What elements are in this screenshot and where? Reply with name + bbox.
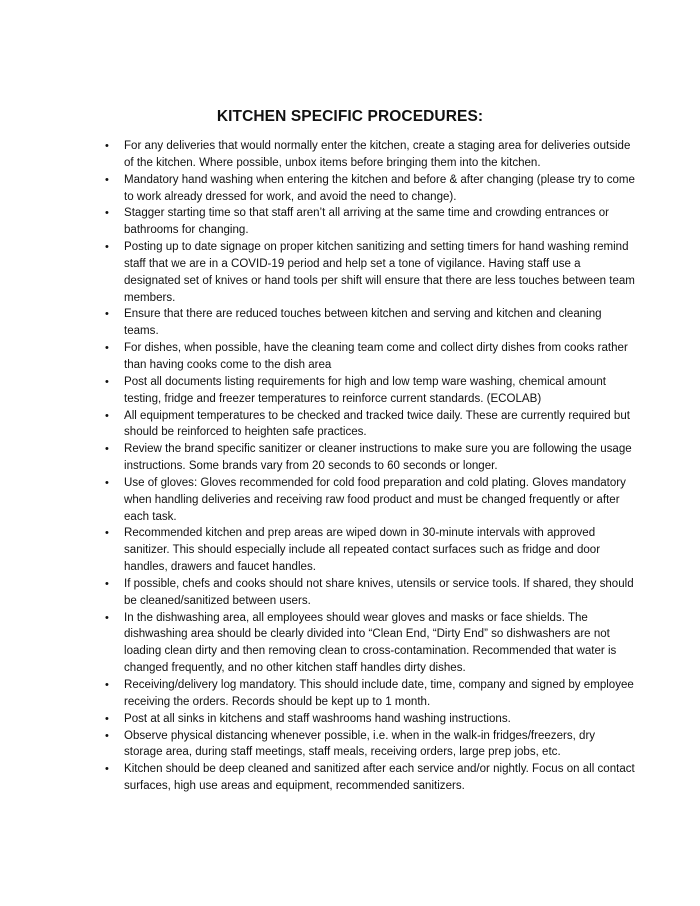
bullet-icon: •	[105, 207, 109, 220]
procedure-item-text: Stagger starting time so that staff aren’t all arriving at the same time and crowding entrances or bathrooms for changing.	[124, 207, 609, 237]
bullet-icon: •	[105, 679, 109, 691]
procedure-item	[96, 610, 636, 677]
procedure-item-text: Posting up to date signage on proper kitchen sanitizing and setting timers for hand washing remind staff that we are in a COVID-19 period and help set a tone of vigilance. Having staff use a designated set of knives or hand tools per shift will ensure that there are less touches between team members.	[124, 241, 635, 304]
procedure-item-text: In the dishwashing area, all employees should wear gloves and masks or face shields. The dishwashing area should be clearly divided into “Clean End, “Dirty End” so dishwashers are not loading clean dirty and then removing clean to cross-contamination. Recommended that water is changed frequently, and no other kitchen staff handles dirty dishes.	[124, 611, 617, 675]
procedure-item	[96, 761, 636, 795]
procedure-item-text: Ensure that there are reduced touches between kitchen and serving and kitchen and cleaning teams.	[124, 308, 602, 338]
procedure-item-text: Use of gloves: Gloves recommended for cold food preparation and cold plating. Gloves mandatory when handling deliveries and receiving raw food product and must be changed frequently or after each task.	[124, 476, 626, 523]
procedure-item-text: If possible, chefs and cooks should not share knives, utensils or service tools. If shared, they should be cleaned/sanitized between users.	[124, 577, 634, 607]
bullet-icon: •	[105, 375, 109, 388]
bullet-icon: •	[105, 409, 109, 422]
bullet-icon: •	[105, 763, 109, 776]
procedure-item	[96, 205, 636, 239]
procedure-item	[96, 475, 636, 526]
procedure-item	[96, 374, 636, 408]
bullet-icon: •	[105, 729, 109, 742]
document-title: KITCHEN SPECIFIC PROCEDURES:	[216, 108, 484, 125]
procedure-item-text: For dishes, when possible, have the cleaning team come and collect dirty dishes from cooks rather than having cooks come to the dish area	[124, 342, 628, 371]
procedure-item	[96, 172, 636, 206]
procedure-item-text: Recommended kitchen and prep areas are wiped down in 30-minute intervals with approved sanitizer. This should especially include all repeated contact surfaces such as fridge and door handles, drawers and faucet handles.	[124, 527, 601, 574]
bullet-icon: •	[105, 140, 109, 152]
procedure-item	[96, 306, 636, 340]
bullet-icon: •	[105, 712, 109, 725]
procedure-item-text: Review the brand specific sanitizer or cleaner instructions to make sure you are following the usage instructions. Some brands vary from 20 seconds to 60 seconds or longer.	[124, 443, 632, 473]
procedure-item-text: Post at all sinks in kitchens and staff washrooms hand washing instructions.	[124, 712, 511, 725]
procedure-item	[96, 728, 636, 762]
procedure-item-text: Observe physical distancing whenever possible, i.e. when in the walk-in fridges/freezers, dry storage area, during staff meetings, staff meals, receiving orders, large prep jobs, etc.	[124, 729, 596, 759]
procedure-item-text: All equipment temperatures to be checked and tracked twice daily. These are currently required but should be reinforced to heighten safe practices.	[124, 409, 630, 439]
bullet-icon: •	[105, 241, 109, 254]
procedure-list	[96, 138, 636, 795]
bullet-icon: •	[105, 476, 109, 489]
procedure-item-text: Kitchen should be deep cleaned and sanitized after each service and/or nightly. Focus on all contact surfaces, high use areas and equipment, recommended sanitizers.	[124, 763, 635, 793]
procedure-item	[96, 408, 636, 442]
procedure-item-text: Mandatory hand washing when entering the kitchen and before & after changing (please try to come to work already dressed for work, and avoid the need to change).	[124, 173, 635, 203]
procedure-item-text: Post all documents listing requirements for high and low temp ware washing, chemical amount testing, fridge and freezer temperatures to reinforce current standards. (ECOLAB)	[124, 375, 606, 405]
procedure-item	[96, 525, 636, 576]
bullet-icon: •	[105, 443, 109, 456]
bullet-icon: •	[105, 173, 109, 186]
procedure-item-text: Receiving/delivery log mandatory. This should include date, time, company and signed by employee receiving the orders. Records should be kept up to 1 month.	[124, 679, 634, 708]
bullet-icon: •	[105, 577, 109, 590]
bullet-icon: •	[105, 342, 109, 355]
procedure-item	[96, 576, 636, 610]
procedure-item	[96, 441, 636, 475]
bullet-icon: •	[105, 308, 109, 321]
procedure-item	[96, 340, 636, 374]
procedure-item	[96, 138, 636, 172]
bullet-icon: •	[105, 527, 109, 540]
procedure-item-text: For any deliveries that would normally enter the kitchen, create a staging area for deliveries outside of the kitchen. Where possible, unbox items before bringing them into the kitchen.	[124, 140, 631, 169]
procedure-item	[96, 677, 636, 711]
procedure-item	[96, 239, 636, 306]
bullet-icon: •	[105, 611, 109, 624]
procedure-item	[96, 711, 636, 728]
